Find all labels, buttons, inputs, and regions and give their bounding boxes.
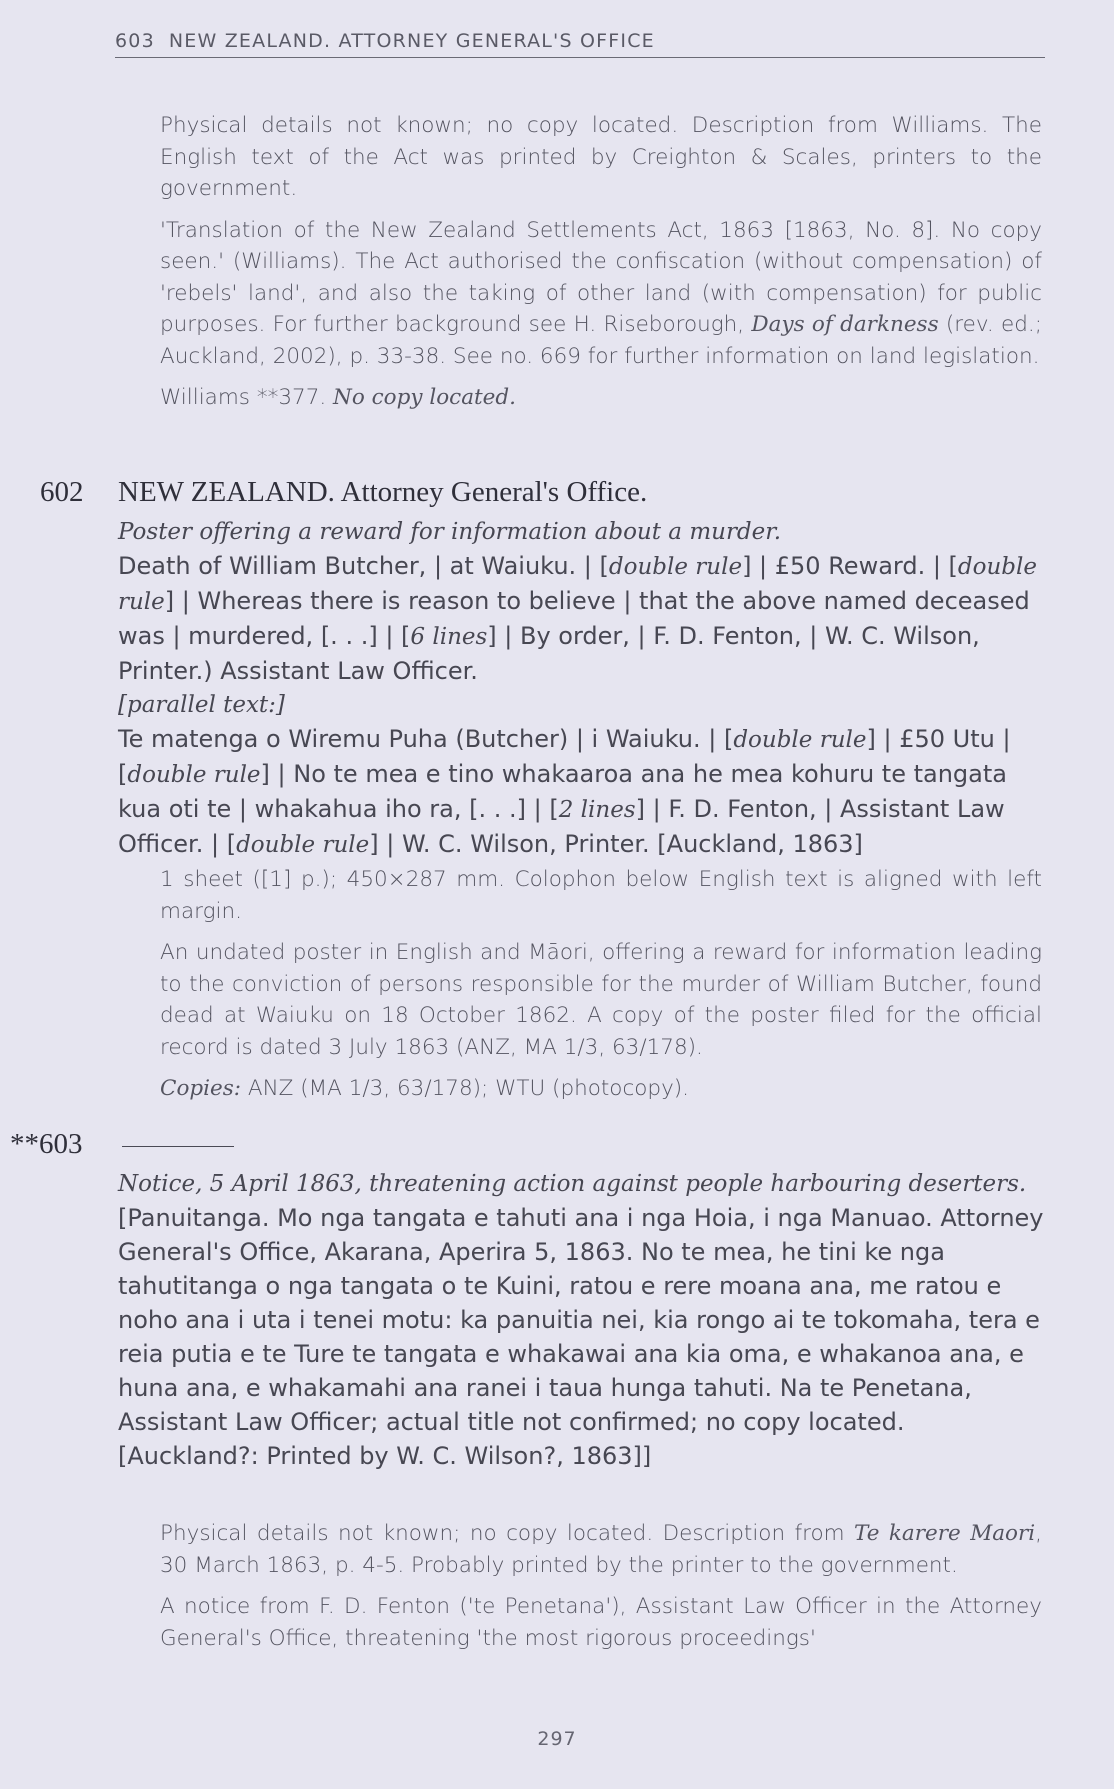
entry-602-body [118,515,1044,862]
running-head [115,30,1045,58]
entry-603-note-physical: Physical details not known; no copy located. Description from Te karere Maori, 30 March 1863, p. 4-5. Probably printed by the printer to the government. [160,1521,1042,1578]
page-folio: 297 [537,1728,577,1750]
prev-note-physical: Physical details not known; no copy located. Description from Williams. The English text of the Act was printed by Creighton & Scales, printers to the government. [160,113,1042,201]
entry-602-copies: Copies: ANZ (MA 1/3, 63/178); WTU (photocopy). [160,1076,690,1101]
prev-note-reference: Williams **377. No copy located. [160,385,517,410]
entry-602-subtitle: Poster offering a reward for information about a murder. [118,519,782,545]
entry-603-notes [160,1518,1042,1654]
entry-number-602: 602 [40,476,84,508]
entry-number-603: **603 [10,1128,83,1160]
entry-603-body [118,1167,1044,1473]
running-head-page-number: 603 [115,30,155,52]
ditto-rule [122,1146,234,1147]
entry-602-maori-transcription: Te matenga o Wiremu Puha (Butcher) | i Waiuku. | [double rule] | £50 Utu | [double rule] | No te mea e tino whakaaroa ana he mea kohuru te tangata kua oti te | whakahua iho ra, [. . .] | [2 lines] | F. D. Fenton, | Assistant Law Officer. | [double rule] | W. C. Wilson, Printer. [Auckland, 1863] [118,725,1011,858]
running-head-title: NEW ZEALAND. ATTORNEY GENERAL'S OFFICE [168,30,655,52]
entry-602-notes [160,864,1042,1105]
prev-note-description: 'Translation of the New Zealand Settlements Act, 1863 [1863, No. 8]. No copy seen.' (Williams). The Act authorised the confiscation (without compensation) of 'rebels' land', and also the taking of other land (with compensation) for public purposes. For further background see H. Riseborough, Days of darkness (rev. ed.; Auckland, 2002), p. 33-38. See no. 669 for further information on land legislation. [160,217,1042,369]
entry-602-note-description: An undated poster in English and Māori, offering a reward for information leading to the conviction of persons responsible for the murder of William Butcher, found dead at Waiuku on 18 October 1862. A copy of the poster filed for the official record is dated 3 July 1863 (ANZ, MA 1/3, 63/178). [160,940,1042,1060]
entry-heading-602: NEW ZEALAND. Attorney General's Office. [118,476,648,508]
entry-602-parallel-label: [parallel text:] [118,692,285,718]
entry-603-transcription: [Panuitanga. Mo nga tangata e tahuti ana i nga Hoia, i nga Manuao. Attorney General's Office, Akarana, Aperira 5, 1863. No te mea, he tini ke nga tahutitanga o nga tangata o te Kuini, ratou e rere moana ana, me ratou e noho ana i uta i tenei motu: ka panuitia nei, kia rongo ai te tokomaha, tera e reia putia e te Ture te tangata e whakawai ana kia oma, e whakanoa ana, e huna ana, e whakamahi ana ranei i taua hunga tahuti. Na te Penetana, Assistant Law Officer; actual title not confirmed; no copy located. [Auckland?: Printed by W. C. Wilson?, 1863]] [118,1204,1044,1470]
entry-602-note-physical: 1 sheet ([1] p.); 450×287 mm. Colophon below English text is aligned with left margin. [160,867,1042,924]
previous-entry-notes [160,110,1042,414]
entry-602-english-transcription: Death of William Butcher, | at Waiuku. | [double rule] | £50 Reward. | [double rule] | Whereas there is reason to believe | that the above named deceased was | murdered, [. . .] | [6 lines] | By order, | F. D. Fenton, | W. C. Wilson, Printer.) Assistant Law Officer. [118,552,1037,685]
entry-603-subtitle: Notice, 5 April 1863, threatening action against people harbouring deserters. [118,1171,1027,1197]
entry-603-note-description: A notice from F. D. Fenton ('te Penetana'), Assistant Law Officer in the Attorney General's Office, threatening 'the most rigorous proceedings' [160,1594,1042,1651]
